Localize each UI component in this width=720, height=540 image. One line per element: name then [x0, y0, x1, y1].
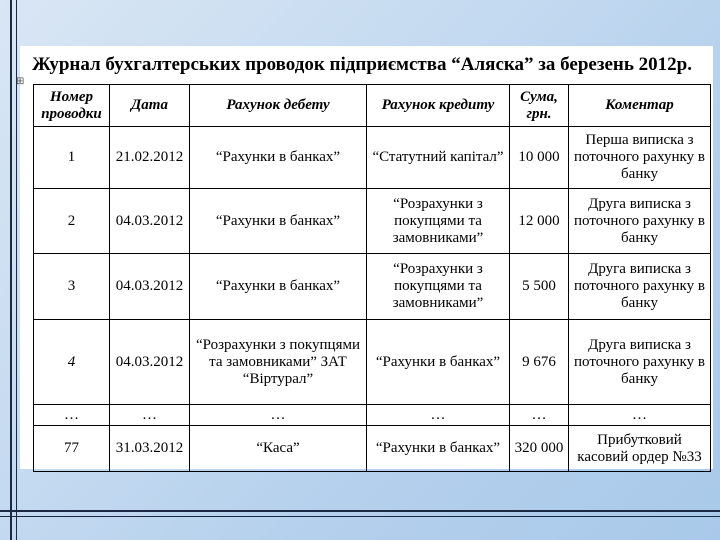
cell-credit: “Рахунки в банках”	[367, 426, 510, 472]
table-row	[34, 254, 711, 320]
cell-date: 04.03.2012	[110, 254, 190, 320]
cell-comment: Друга виписка з поточного рахунку в банку	[569, 254, 711, 320]
frame-line-horizontal	[0, 510, 720, 512]
cell-debit: “Каса”	[190, 426, 367, 472]
cell-credit: “Розрахунки з покупцями та замовниками”	[367, 254, 510, 320]
cell-comment: Друга виписка з поточного рахунку в банку	[569, 320, 711, 405]
cell-amount: 5 500	[510, 254, 569, 320]
cell-date: …	[110, 405, 190, 426]
document-page	[16, 46, 713, 469]
cell-credit: “Розрахунки з покупцями та замовниками”	[367, 189, 510, 254]
cell-number: 2	[34, 189, 110, 254]
cell-credit: “Статутний капітал”	[367, 127, 510, 189]
table-row	[34, 426, 711, 472]
header-credit: Рахунок кредиту	[367, 85, 510, 127]
cell-amount: 9 676	[510, 320, 569, 405]
header-comment: Коментар	[569, 85, 711, 127]
cell-credit: “Рахунки в банках”	[367, 320, 510, 405]
table-row	[34, 127, 711, 189]
cell-date: 31.03.2012	[110, 426, 190, 472]
cell-amount: 320 000	[510, 426, 569, 472]
table-row	[34, 189, 711, 254]
cell-number: 1	[34, 127, 110, 189]
cell-number: 3	[34, 254, 110, 320]
cell-number: 77	[34, 426, 110, 472]
cell-comment: …	[569, 405, 711, 426]
cell-amount: …	[510, 405, 569, 426]
table-row-ellipsis	[34, 405, 711, 426]
journal-table	[33, 84, 711, 472]
header-date: Дата	[110, 85, 190, 127]
cell-comment: Друга виписка з поточного рахунку в банку	[569, 189, 711, 254]
cell-debit: “Рахунки в банках”	[190, 254, 367, 320]
cell-debit: “Розрахунки з покупцями та замовниками” ЗАТ “Віртурал”	[190, 320, 367, 405]
frame-line-vertical	[10, 0, 12, 540]
cell-date: 21.02.2012	[110, 127, 190, 189]
table-header-row	[34, 85, 711, 127]
frame-line-horizontal-thin	[0, 516, 720, 517]
cell-credit: …	[367, 405, 510, 426]
cell-amount: 10 000	[510, 127, 569, 189]
cell-number: 4	[34, 320, 110, 405]
cell-number: …	[34, 405, 110, 426]
cell-date: 04.03.2012	[110, 189, 190, 254]
cell-amount: 12 000	[510, 189, 569, 254]
cell-debit: “Рахунки в банках”	[190, 127, 367, 189]
header-debit: Рахунок дебету	[190, 85, 367, 127]
cell-comment: Прибутковий касовий ордер №33	[569, 426, 711, 472]
cell-comment: Перша виписка з поточного рахунку в банку	[569, 127, 711, 189]
cell-debit: …	[190, 405, 367, 426]
document-title: Журнал бухгалтерських проводок підприємства “Аляска” за березень 2012р.	[32, 54, 692, 75]
cell-debit: “Рахунки в банках”	[190, 189, 367, 254]
table-row	[34, 320, 711, 405]
cell-date: 04.03.2012	[110, 320, 190, 405]
header-number: Номер проводки	[34, 85, 110, 127]
header-amount: Сума, грн.	[510, 85, 569, 127]
table-move-handle-icon[interactable]: ⊞	[16, 76, 25, 87]
